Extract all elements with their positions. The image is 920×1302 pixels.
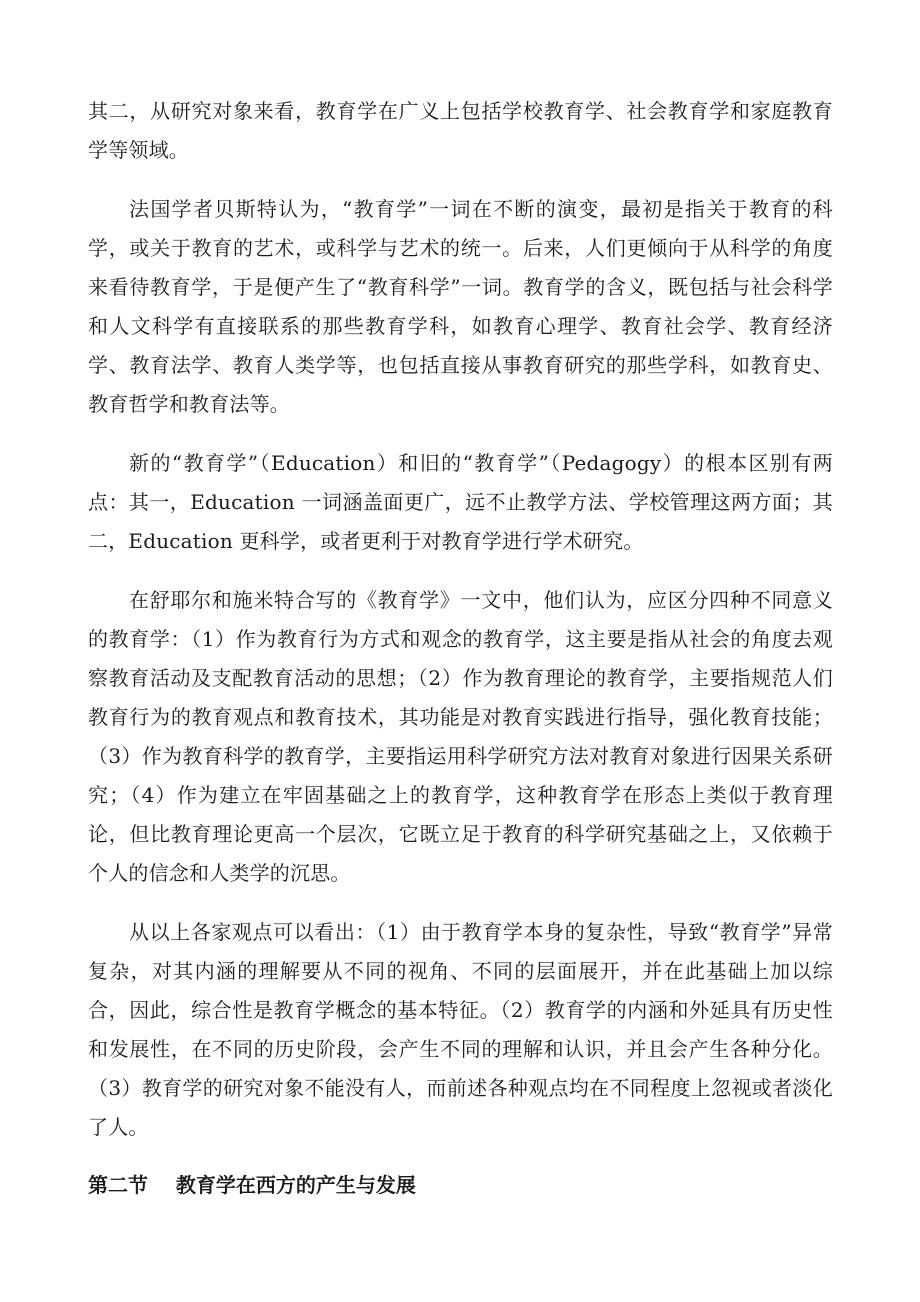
paragraph-4: 在舒耶尔和施米特合写的《教育学》一文中，他们认为，应区分四种不同意义的教育学：（1）作为教育行为方式和观念的教育学，这主要是指从社会的角度去观察教育活动及支配教育活动的思想；（2）作为教育理论的教育学，主要指规范人们教育行为的教育观点和教育技术，其功能是对教育实践进行指导，强化教育技能；（3）作为教育科学的教育学，主要指运用科学研究方法对教育对象进行因果关系研究；（4）作为建立在牢固基础之上的教育学，这种教育学在形态上类似于教育理论，但比教育理论更高一个层次，它既立足于教育的科学研究基础之上，又依赖于个人的信念和人类学的沉思。	[88, 588, 833, 885]
paragraph-5: 从以上各家观点可以看出：（1）由于教育学本身的复杂性，导致“教育学”异常复杂，对其内涵的理解要从不同的视角、不同的层面展开，并在此基础上加以综合，因此，综合性是教育学概念的基本特征。（2）教育学的内涵和外延具有历史性和发展性，在不同的历史阶段，会产生不同的理解和认识，并且会产生各种分化。（3）教育学的研究对象不能没有人，而前述各种观点均在不同程度上忽视或者淡化了人。	[88, 920, 833, 1139]
section-heading	[88, 1167, 833, 1203]
section-number: 第二节	[88, 1173, 148, 1197]
paragraph-3: 新的“教育学”（Education）和旧的“教育学”（Pedagogy）的根本区别有两点：其一，Education 一词涵盖面更广，远不止教学方法、学校管理这两方面；其二，Education 更科学，或者更利于对教育学进行学术研究。	[88, 451, 833, 553]
paragraph-2: 法国学者贝斯特认为，“教育学”一词在不断的演变，最初是指关于教育的科学，或关于教育的艺术，或科学与艺术的统一。后来，人们更倾向于从科学的角度来看待教育学，于是便产生了“教育科学”一词。教育学的含义，既包括与社会科学和人文科学有直接联系的那些教育学科，如教育心理学、教育社会学、教育经济学、教育法学、教育人类学等，也包括直接从事教育研究的那些学科，如教育史、教育哲学和教育法等。	[88, 197, 833, 416]
document-body	[88, 92, 833, 1203]
paragraph-1: 其二，从研究对象来看，教育学在广义上包括学校教育学、社会教育学和家庭教育学等领域。	[88, 99, 833, 162]
section-title: 教育学在西方的产生与发展	[175, 1173, 416, 1197]
